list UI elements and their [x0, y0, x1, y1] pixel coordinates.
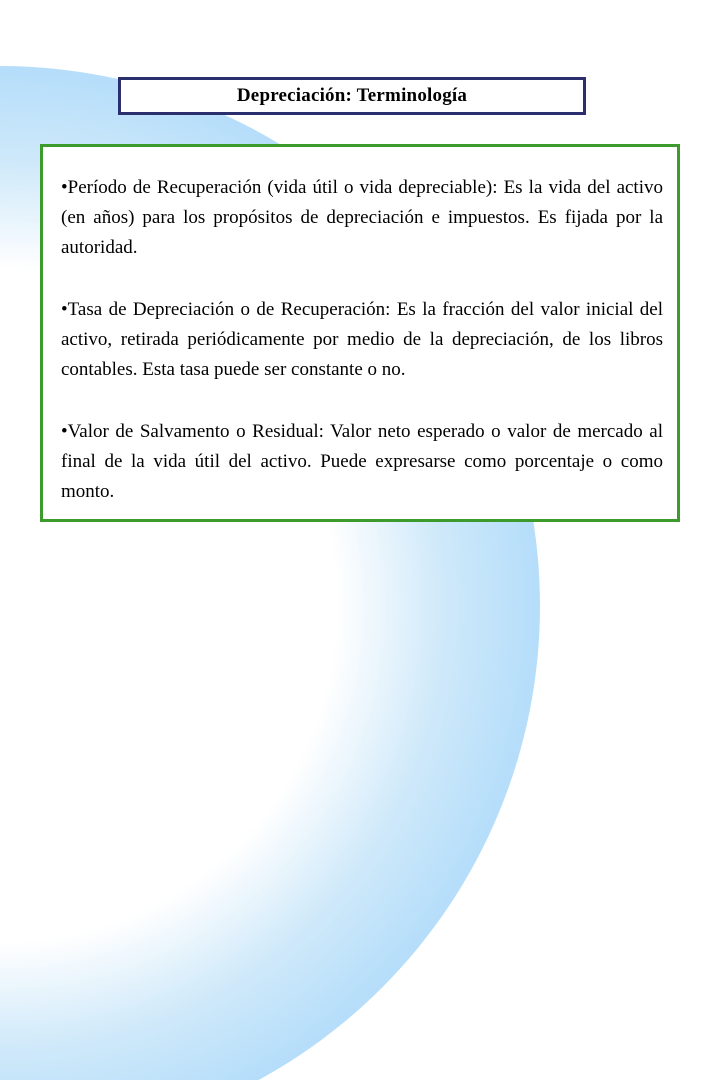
bullet-marker: •: [61, 299, 68, 320]
content-box: [40, 144, 680, 522]
bullet-marker: •: [61, 177, 68, 198]
bullet-text: Período de Recuperación (vida útil o vida depreciable): Es la vida del activo (en años) para los propósitos de depreciación e impuestos. Es fijada por la autoridad.: [61, 177, 663, 258]
bullet-text: Valor de Salvamento o Residual: Valor neto esperado o valor de mercado al final de la vida útil del activo. Puede expresarse como porcentaje o como monto.: [61, 421, 663, 502]
title-box: [118, 77, 586, 115]
bullet-item: [57, 417, 663, 507]
bullet-text: Tasa de Depreciación o de Recuperación: Es la fracción del valor inicial del activo, retirada periódicamente por medio de la depreciación, de los libros contables. Esta tasa puede ser constante o no.: [61, 299, 663, 380]
slide-title: Depreciación: Terminología: [236, 85, 468, 106]
bullet-marker: •: [61, 421, 68, 442]
bullet-item: [57, 173, 663, 263]
bullet-item: [57, 295, 663, 385]
